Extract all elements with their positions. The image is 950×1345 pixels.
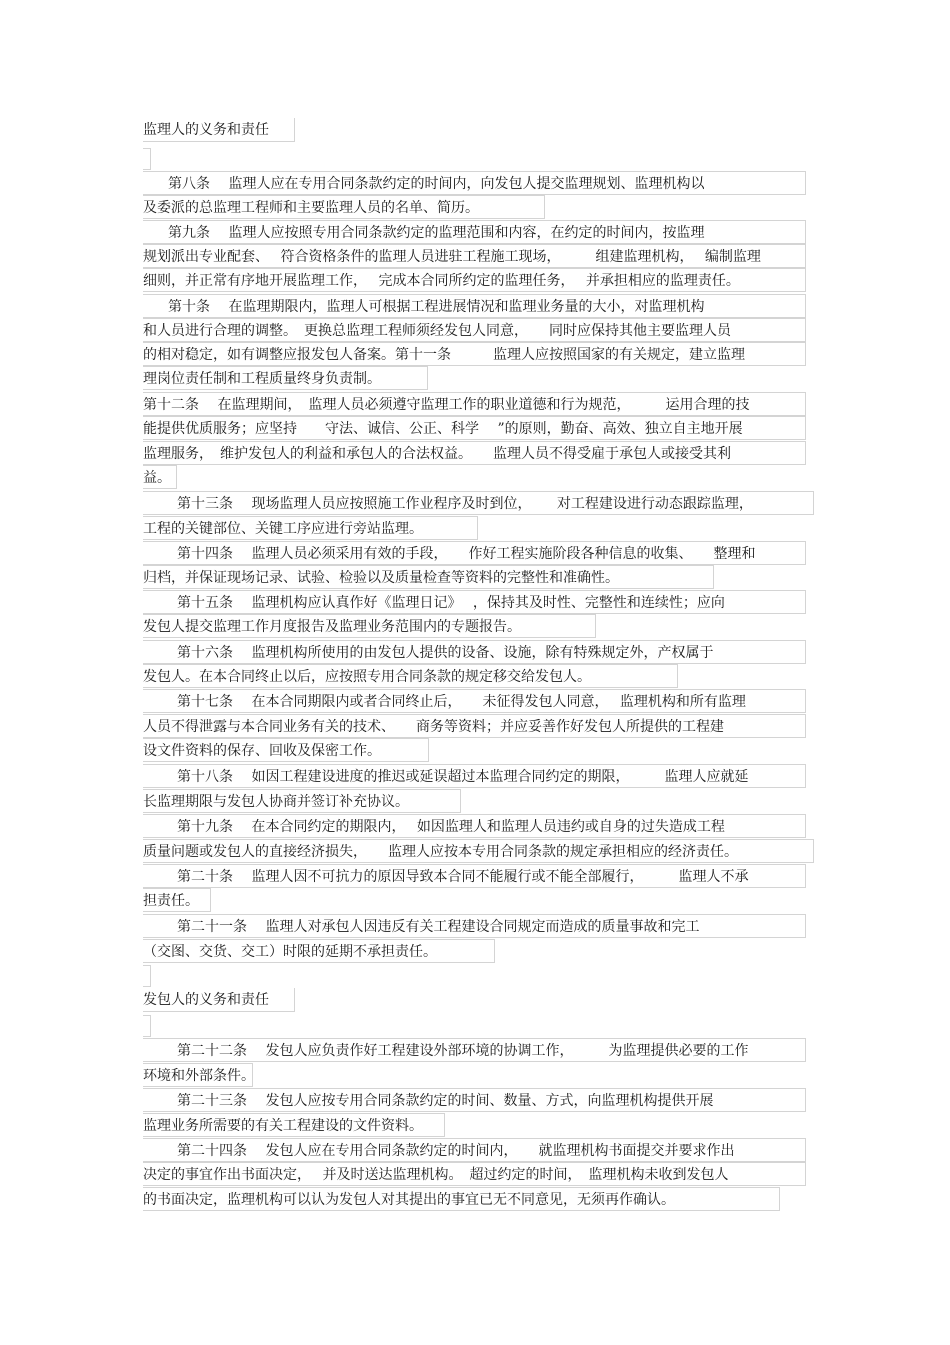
- empty-cell: [143, 148, 151, 170]
- text-line: 第十四条 监理人员必须采用有效的手段， 作好工程实施阶段各种信息的收集、 整理和: [143, 541, 806, 565]
- text-line: 细则，并正常有序地开展监理工作， 完成本合同所约定的监理任务， 并承担相应的监理责任。: [143, 268, 806, 292]
- text-line: 第十六条 监理机构所使用的由发包人提供的设备、设施，除有特殊规定外，产权属于: [143, 640, 806, 664]
- empty-cell: [143, 1015, 151, 1037]
- section-title-supervisor: 监理人的义务和责任: [143, 118, 295, 142]
- text-line: 担责任。: [143, 888, 211, 912]
- text-line: 监理业务所需要的有关工程建设的文件资料。: [143, 1113, 445, 1137]
- text-line: 第二十一条 监理人对承包人因违反有关工程建设合同规定而造成的质量事故和完工: [143, 914, 806, 938]
- text-line: 第十五条 监理机构应认真作好《监理日记》 ，保持其及时性、完整性和连续性；应向: [143, 590, 806, 614]
- text-line: 工程的关键部位、关键工序应进行旁站监理。: [143, 516, 478, 540]
- text-line: 决定的事宜作出书面决定， 并及时送达监理机构。 超过约定的时间， 监理机构未收到发包人: [143, 1162, 806, 1186]
- text-line: 第十七条 在本合同期限内或者合同终止后， 未征得发包人同意， 监理机构和所有监理: [143, 689, 806, 713]
- text-line: 规划派出专业配套、 符合资格条件的监理人员进驻工程施工现场， 组建监理机构， 编制监理: [143, 244, 806, 268]
- text-line: 质量问题或发包人的直接经济损失， 监理人应按本专用合同条款的规定承担相应的经济责任。: [143, 839, 814, 863]
- text-line: 第二十四条 发包人应在专用合同条款约定的时间内， 就监理机构书面提交并要求作出: [143, 1138, 806, 1162]
- text-line: 第十八条 如因工程建设进度的推迟或延误超过本监理合同约定的期限， 监理人应就延: [143, 764, 806, 788]
- text-line: 第十条 在监理期限内，监理人可根据工程进展情况和监理业务量的大小，对监理机构: [143, 294, 806, 318]
- text-line: （交图、交货、交工）时限的延期不承担责任。: [143, 939, 495, 963]
- text-line: 第二十三条 发包人应按专用合同条款约定的时间、数量、方式，向监理机构提供开展: [143, 1088, 806, 1112]
- text-line: 的书面决定，监理机构可以认为发包人对其提出的事宜已无不同意见，无须再作确认。: [143, 1187, 780, 1211]
- text-line: 第十三条 现场监理人员应按照施工作业程序及时到位， 对工程建设进行动态跟踪监理，: [143, 491, 814, 515]
- text-line: 第二十条 监理人因不可抗力的原因导致本合同不能履行或不能全部履行， 监理人不承: [143, 864, 806, 888]
- text-line: 环境和外部条件。: [143, 1063, 253, 1087]
- text-line: 第二十二条 发包人应负责作好工程建设外部环境的协调工作， 为监理提供必要的工作: [143, 1038, 806, 1062]
- text-line: 发包人。在本合同终止以后，应按照专用合同条款的规定移交给发包人。: [143, 664, 678, 688]
- text-line: 第十二条 在监理期间， 监理人员必须遵守监理工作的职业道德和行为规范， 运用合理的技: [143, 392, 806, 416]
- empty-cell: [143, 965, 151, 987]
- text-line: 能提供优质服务；应坚持 守法、诚信、公正、科学 ”的原则，勤奋、高效、独立自主地开展: [143, 416, 806, 440]
- text-line: 监理服务， 维护发包人的利益和承包人的合法权益。 监理人员不得受雇于承包人或接受其利: [143, 441, 806, 465]
- text-line: 长监理期限与发包人协商并签订补充协议。: [143, 789, 461, 813]
- text-line: 的相对稳定，如有调整应报发包人备案。第十一条 监理人应按照国家的有关规定，建立监理: [143, 342, 806, 366]
- text-line: 人员不得泄露与本合同业务有关的技术、 商务等资料；并应妥善作好发包人所提供的工程建: [143, 714, 806, 738]
- section-title-employer: 发包人的义务和责任: [143, 988, 295, 1012]
- text-line: 益。: [143, 465, 177, 489]
- text-line: 发包人提交监理工作月度报告及监理业务范围内的专题报告。: [143, 614, 596, 638]
- text-line: 第九条 监理人应按照专用合同条款约定的监理范围和内容，在约定的时间内，按监理: [143, 220, 806, 244]
- text-line: 设文件资料的保存、回收及保密工作。: [143, 738, 429, 762]
- text-line: 及委派的总监理工程师和主要监理人员的名单、简历。: [143, 195, 545, 219]
- text-line: 和人员进行合理的调整。 更换总监理工程师须经发包人同意， 同时应保持其他主要监理人员: [143, 318, 806, 342]
- text-line: 归档，并保证现场记录、试验、检验以及质量检查等资料的完整性和准确性。: [143, 565, 714, 589]
- text-line: 理岗位责任制和工程质量终身负责制。: [143, 366, 428, 390]
- text-line: 第八条 监理人应在专用合同条款约定的时间内，向发包人提交监理规划、监理机构以: [143, 171, 806, 195]
- text-line: 第十九条 在本合同约定的期限内， 如因监理人和监理人员违约或自身的过失造成工程: [143, 814, 806, 838]
